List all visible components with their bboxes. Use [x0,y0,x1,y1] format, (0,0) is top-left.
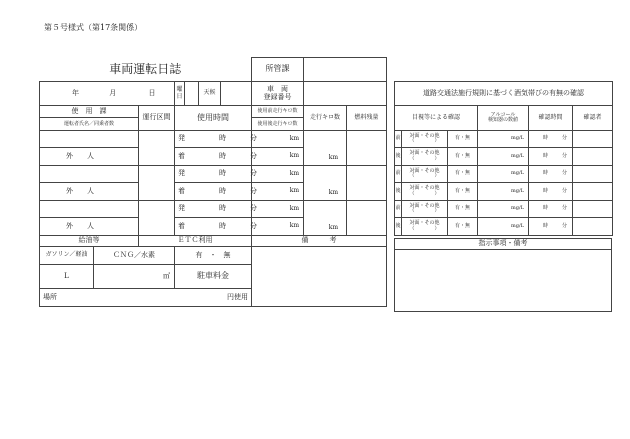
odo-after-label: 使用後走行キロ数 [257,121,298,127]
vehicle-number-field[interactable] [304,82,387,106]
after-label: 後 [395,218,402,236]
detector-value[interactable]: mg/L [478,201,529,218]
arrive-label: 着 [178,186,185,195]
odo-before-cell[interactable]: km [252,131,304,148]
method-line1: 対面・その他 [409,220,440,227]
others-cell[interactable] [40,148,139,166]
yes-no-cell[interactable]: 有・無 [448,201,478,218]
minute-label: 分 [250,134,257,143]
hour-label: 時 [219,151,226,160]
check-time-cell[interactable] [529,201,573,218]
dept-field[interactable] [304,58,387,82]
arrive-time[interactable] [175,183,257,201]
check-time-cell[interactable] [529,148,573,166]
detector-value[interactable]: mg/L [478,183,529,201]
check-time-cell[interactable] [529,166,573,183]
time-used-header: 使用時間 [175,106,252,131]
method-line1: 対面・その他 [409,150,440,157]
month-label: 月 [109,88,117,97]
user-dept-label: 使 用 課 [40,106,138,118]
depart-label: 発 [178,169,185,178]
minute-label: 分 [562,187,568,194]
place-label: 場所 [43,292,57,301]
route-cell[interactable] [139,166,175,201]
fuel-header: 燃料残量 [347,106,387,131]
odo-after-cell[interactable]: km [252,148,304,166]
depart-time[interactable] [175,201,257,218]
arrive-time[interactable] [175,148,257,166]
weather-label: 天候 [199,82,221,106]
method-cell[interactable] [402,201,448,218]
minute-label: 分 [562,222,568,229]
checker-cell[interactable] [573,166,613,183]
detector-value[interactable]: mg/L [478,218,529,236]
odo-before-label: 使用前走行キロ数 [252,106,303,118]
minute-label: 分 [250,186,257,195]
etc-header: ＥＴＣ利用 [139,236,252,247]
minute-label: 分 [562,152,568,159]
checker-cell[interactable] [573,148,613,166]
arrive-label: 着 [178,151,185,160]
place-field[interactable] [40,289,252,307]
hour-label: 時 [543,187,549,194]
fuel-cell[interactable] [347,201,387,236]
route-cell[interactable] [139,201,175,236]
method-cell[interactable] [402,183,448,201]
user-dept-header [40,106,139,131]
weather-field[interactable] [221,82,252,106]
detector-line1: アルコール [490,111,516,118]
before-label: 前 [395,131,402,148]
detector-value[interactable]: mg/L [478,148,529,166]
dept-label: 所管課 [252,58,304,82]
checker-cell[interactable] [573,218,613,236]
method-line2: （ ） [409,138,440,144]
alcohol-check-table [394,81,613,131]
detector-header [478,106,529,131]
after-label: 後 [395,148,402,166]
odo-header [252,106,304,131]
minute-label: 分 [250,204,257,213]
arrive-time[interactable] [175,218,257,236]
method-cell[interactable] [402,166,448,183]
day-label: 日 [148,88,156,97]
method-line2: （ ） [409,225,440,232]
hour-label: 時 [219,169,226,178]
hour-label: 時 [543,222,549,229]
instructions-header: 指示事項・備考 [395,239,612,250]
odo-before-cell[interactable]: km [252,201,304,218]
method-line2: （ ） [409,155,440,162]
minute-label: 分 [562,135,568,142]
hour-label: 時 [219,221,226,230]
others-label: 外 人 [66,186,94,195]
method-line1: 対面・その他 [409,202,440,209]
vehicle-log-table [39,57,387,307]
yes-no-cell[interactable]: 有・無 [448,183,478,201]
minute-label: 分 [562,205,568,212]
instructions-field[interactable] [395,250,612,312]
weekday-label: 曜日 [175,82,185,106]
check-time-cell[interactable] [529,131,573,148]
alcohol-rows-table [394,130,613,236]
others-label: 外 人 [66,151,94,160]
depart-label: 発 [178,204,185,213]
user-cell[interactable] [40,166,139,183]
hour-label: 時 [543,205,549,212]
after-label: 後 [395,183,402,201]
check-time-header: 確認時間 [529,106,573,131]
visual-check-header: 目視等による確認 [395,106,478,131]
minute-label: 分 [250,169,257,178]
remarks-field[interactable] [252,247,387,307]
check-time-cell[interactable] [529,183,573,201]
cng-label: ＣＮＧ／水素 [94,247,175,265]
odo-after-cell[interactable]: km [252,183,304,201]
method-line1: 対面・その他 [409,167,440,174]
method-line2: （ ） [409,173,440,179]
cng-amount[interactable]: ㎥ [94,265,175,289]
checker-cell[interactable] [573,183,613,201]
before-label: 前 [395,201,402,218]
depart-label: 発 [178,134,185,143]
minute-label: 分 [562,170,568,177]
alcohol-title: 道路交通法施行規則に基づく酒気帯びの有無の確認 [395,82,613,106]
hour-label: 時 [219,186,226,195]
fuel-cell[interactable] [347,166,387,201]
gasoline-amount[interactable]: L [40,265,94,289]
yes-no-cell[interactable]: 有・無 [448,166,478,183]
user-cell[interactable] [40,131,139,148]
odo-before-cell[interactable]: km [252,166,304,183]
yes-no-cell[interactable]: 有・無 [448,131,478,148]
vehicle-label-line1: 車 両 [267,85,289,94]
method-cell[interactable] [402,148,448,166]
refuel-header: 給油等 [40,236,139,247]
weekday-field[interactable] [185,82,199,106]
before-label: 前 [395,166,402,183]
checker-cell[interactable] [573,201,613,218]
detector-value[interactable]: mg/L [478,166,529,183]
depart-time[interactable] [175,166,257,183]
method-cell[interactable] [402,131,448,148]
minute-label: 分 [250,151,257,160]
distance-header: 走行キロ数 [304,106,347,131]
vehicle-label-line2: 登録番号 [263,92,292,101]
distance-cell[interactable]: km [304,201,347,236]
minute-label: 分 [250,221,257,230]
method-line1: 対面・その他 [409,185,440,192]
method-line1: 対面・その他 [409,132,440,139]
distance-cell[interactable]: km [304,131,347,166]
hour-label: 時 [543,170,549,177]
route-cell[interactable] [139,131,175,166]
date-field[interactable] [40,82,175,106]
odo-after-cell[interactable]: km [252,218,304,236]
driver-label: 運転者氏名／同乗者数 [63,121,114,127]
form-label: 第５号様式（第17条関係） [44,23,143,32]
detector-value[interactable]: mg/L [478,131,529,148]
method-cell[interactable] [402,218,448,236]
others-cell[interactable] [40,183,139,201]
hour-label: 時 [219,204,226,213]
parking-fee-label: 駐車料金 [175,265,252,289]
fuel-cell[interactable] [347,131,387,166]
hour-label: 時 [543,135,549,142]
checker-header: 確認者 [573,106,613,131]
etc-yes-no[interactable]: 有 ・ 無 [175,247,252,265]
detector-line2: 検知器の数値 [487,117,518,123]
hour-label: 時 [543,152,549,159]
vehicle-label [252,82,304,106]
instructions-table [394,238,612,312]
yes-no-cell[interactable]: 有・無 [448,148,478,166]
gasoline-label: ガソリン／軽油 [40,247,94,265]
others-cell[interactable] [40,218,139,236]
distance-cell[interactable]: km [304,166,347,201]
checker-cell[interactable] [573,131,613,148]
arrive-label: 着 [178,221,185,230]
yen-label: 円使用 [227,293,249,301]
yes-no-cell[interactable]: 有・無 [448,218,478,236]
depart-time[interactable] [175,131,257,148]
user-cell[interactable] [40,201,139,218]
others-label: 外 人 [66,221,94,230]
remarks-header: 備 考 [252,236,387,247]
year-label: 年 [72,88,79,97]
method-line2: （ ） [409,190,440,197]
check-time-cell[interactable] [529,218,573,236]
route-header: 運行区間 [139,106,175,131]
method-line2: （ ） [409,208,440,214]
hour-label: 時 [219,134,226,143]
log-title: 車両運転日誌 [109,61,182,76]
